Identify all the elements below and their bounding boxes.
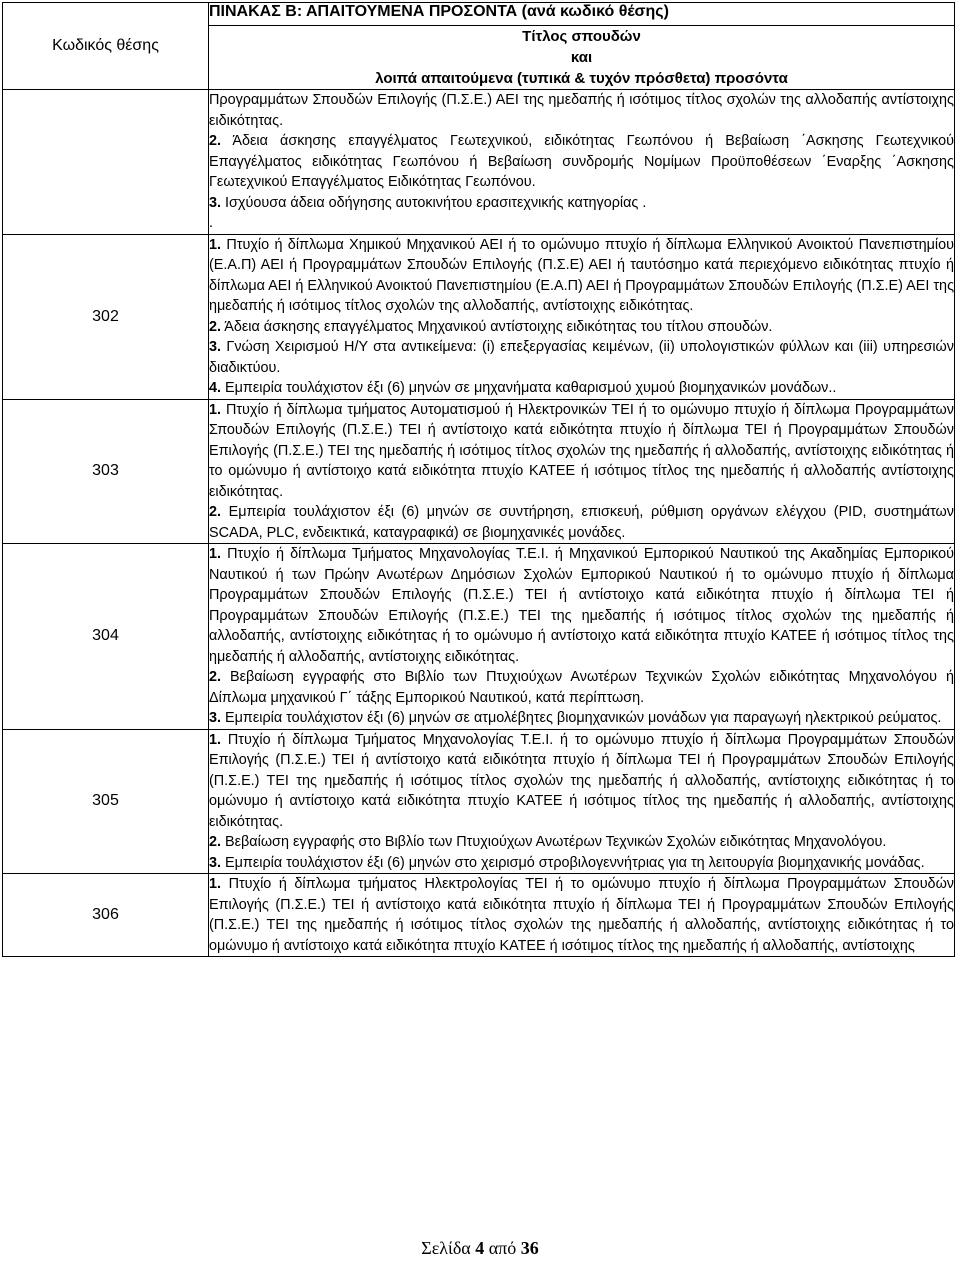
qualifications-cell [209,544,955,730]
table-row [3,90,955,235]
table-title: ΠΙΝΑΚΑΣ Β: ΑΠΑΙΤΟΥΜΕΝΑ ΠΡΟΣΟΝΤΑ (ανά κωδικό θέσης) [209,3,955,26]
item-text: Πτυχίο ή δίπλωμα Τμήματος Μηχανολογίας Τ.Ε.Ι. ή Μηχανικού Εμπορικού Ναυτικού της Ακαδημίας Εμπορικού Ναυτικού ή των Πρώην Ανωτέρων Δημόσιων Σχολών Εμπορικού Ναυτικού ή το ομώνυμο πτυχίο ή δίπλωμα Προγραμμάτων Σπουδών Επιλογής (Π.Σ.Ε.) ΤΕΙ ή αντίστοιχο κατά ειδικότητα πτυχίο ή δίπλωμα ΤΕΙ ή Προγραμμάτων Σπουδών Επιλογής (Π.Σ.Ε.) ΤΕΙ της ημεδαπής ή ισότιμος τίτλος σχολών της ημεδαπής ή αλλοδαπής, αντίστοιχης ειδικότητας ή το ομώνυμο ή αντίστοιχο κατά ειδικότητα πτυχίο ΚΑΤΕΕ ή ισότιμος τίτλος της ημεδαπής ή αλλοδαπής, αντίστοιχης ειδικότητας. [209,546,954,665]
item-text: Πτυχίο ή δίπλωμα Χημικού Μηχανικού ΑΕΙ ή το ομώνυμο πτυχίο ή δίπλωμα Ελληνικού Ανοικτού Πανεπιστημίου (Ε.Α.Π) ΑΕΙ ή Προγραμμάτων Σπουδών Επιλογής (Π.Σ.Ε) ΑΕΙ ή ταυτόσημο κατά περιεχόμενο ειδικότητας πτυχίο ή δίπλωμα ΑΕΙ ή Ελληνικού Ανοικτού Πανεπιστημίου (Ε.Α.Π) ΑΕΙ ή Προγραμμάτων Σπουδών Επιλογής (Π.Σ.Ε) ΑΕΙ της ημεδαπής ή ισότιμος τίτλος σχολών της αλλοδαπής, αντίστοιχης ειδικότητας. [209,236,954,314]
position-code: 305 [3,729,209,874]
item-number: 1. [209,731,222,748]
requirements-table [2,2,955,957]
item-number: 1. [209,876,222,892]
col-code-header: Κωδικός θέσης [3,3,209,90]
qualification-item [209,502,954,543]
item-number: 3. [209,710,222,726]
item-text: Προγραμμάτων Σπουδών Επιλογής (Π.Σ.Ε.) ΑΕΙ της ημεδαπής ή ισότιμος τίτλος σχολών της αλλοδαπής αντίστοιχης ειδικότητας. [209,92,954,129]
qualification-item [209,213,954,234]
qualification-item [209,400,954,503]
position-code [3,90,209,235]
qualification-item [209,193,954,214]
table-row [3,234,955,399]
item-text: Ισχύουσα άδεια οδήγησης αυτοκινήτου ερασιτεχνικής κατηγορίας . [221,194,647,211]
item-number: 2. [209,318,222,335]
qualification-item [209,832,954,853]
item-number: 1. [209,401,222,418]
qualification-item [209,131,954,193]
qualification-item [209,317,954,338]
qualification-item [209,708,954,729]
footer-page-number: 4 [475,1238,485,1258]
item-text: Άδεια άσκησης επαγγέλματος Μηχανικού αντίστοιχης ειδικότητας του τίτλου σπουδών. [221,318,773,335]
qualifications-cell [209,399,955,544]
position-code: 304 [3,544,209,730]
item-text: Βεβαίωση εγγραφής στο Βιβλίο των Πτυχιούχων Ανωτέρων Τεχνικών Σχολών ειδικότητας Μηχανολόγου. [221,834,887,850]
item-text: Εμπειρία τουλάχιστον έξι (6) μηνών σε ατμολέβητες βιομηχανικών μονάδων για παραγωγή ηλεκτρικού ρεύματος. [221,710,942,726]
qualifications-cell [209,729,955,874]
page-footer [0,1238,960,1259]
item-number: 1. [209,546,222,562]
item-text: . [209,215,213,231]
table-row [3,874,955,957]
table-row [3,399,955,544]
qualification-item [209,337,954,378]
item-text: Εμπειρία τουλάχιστον έξι (6) μηνών σε μηχανήματα καθαρισμού χυμού βιομηχανικών μονάδων.. [221,380,837,396]
footer-middle: από [484,1238,521,1258]
item-number: 2. [209,834,222,850]
item-text: Πτυχίο ή δίπλωμα τμήματος Αυτοματισμού ή Ηλεκτρονικών ΤΕΙ ή το ομώνυμο πτυχίο ή δίπλωμα Προγραμμάτων Σπουδών Επιλογής (Π.Σ.Ε.) ΤΕΙ ή αντίστοιχο κατά ειδικότητα πτυχίο ή δίπλωμα ΤΕΙ ή Προγραμμάτων Σπουδών Επιλογής (Π.Σ.Ε.) ΤΕΙ της ημεδαπής ή ισότιμος τίτλος σχολών της ημεδαπής ή αλλοδαπής, αντίστοιχης ειδικότητας ή το ομώνυμο ή αντίστοιχο κατά ειδικότητα πτυχίο ΚΑΤΕΕ ή ισότιμος τίτλος της ημεδαπής ή αλλοδαπής αντίστοιχης ειδικότητας. [209,401,954,500]
position-code: 306 [3,874,209,957]
position-code: 303 [3,399,209,544]
item-number: 1. [209,236,222,253]
qualification-item [209,667,954,708]
item-number: 3. [209,194,222,211]
item-number: 2. [209,504,222,520]
footer-total-pages: 36 [520,1238,539,1258]
table-row [3,729,955,874]
header-line-1: Τίτλος σπουδών [522,28,641,45]
item-number: 3. [209,854,222,871]
item-number: 3. [209,339,222,355]
position-code: 302 [3,234,209,399]
item-text: Εμπειρία τουλάχιστον έξι (6) μηνών στο χειρισμό στροβιλογεννήτριας για τη λειτουργία βιομηχανικής μονάδας. [221,854,925,871]
item-text: Πτυχίο ή δίπλωμα Τμήματος Μηχανολογίας Τ.Ε.Ι. ή το ομώνυμο πτυχίο ή δίπλωμα Προγραμμάτων Σπουδών Επιλογής (Π.Σ.Ε.) ΤΕΙ ή αντίστοιχο κατά ειδικότητα πτυχίο ή δίπλωμα ΤΕΙ ή Προγραμμάτων Σπουδών Επιλογής (Π.Σ.Ε.) ΤΕΙ της ημεδαπής ή ισότιμος τίτλος σχολών της ημεδαπής ή αλλοδαπής, αντίστοιχης ειδικότητας ή το ομώνυμο ή αντίστοιχο κατά ειδικότητα πτυχίο ΚΑΤΕΕ ή ισότιμος τίτλος της ημεδαπής ή αλλοδαπής, αντίστοιχης ειδικότητας. [209,731,954,830]
item-number: 2. [209,133,222,149]
item-text: Γνώση Χειρισμού Η/Υ στα αντικείμενα: (i) επεξεργασίας κειμένων, (ii) υπολογιστικών φύλλων και (iii) υπηρεσιών διαδικτύου. [209,339,954,376]
item-number: 4. [209,380,222,396]
qualifications-cell [209,234,955,399]
qualifications-cell [209,874,955,957]
table-body [3,90,955,957]
qualification-item [209,90,954,131]
qualification-item [209,235,954,317]
item-number: 2. [209,669,222,685]
item-text: Πτυχίο ή δίπλωμα τμήματος Ηλεκτρολογίας ΤΕΙ ή το ομώνυμο πτυχίο ή δίπλωμα Προγραμμάτων Σπουδών Επιλογής (Π.Σ.Ε.) ΤΕΙ ή αντίστοιχο κατά ειδικότητα πτυχίο ή δίπλωμα ΤΕΙ ή Προγραμμάτων Σπουδών Επιλογής (Π.Σ.Ε.) ΤΕΙ της ημεδαπής ή ισότιμος τίτλος σχολών της ημεδαπής ή αλλοδαπής, αντίστοιχης ειδικότητας ή το ομώνυμο ή αντίστοιχο κατά ειδικότητα πτυχίο ΚΑΤΕΕ ή ισότιμος τίτλος της ημεδαπής ή αλλοδαπής, αντίστοιχης [209,876,954,954]
qualification-item [209,730,954,833]
col-qualifications-header [209,26,955,90]
qualification-item [209,853,954,874]
footer-prefix: Σελίδα [421,1238,476,1258]
qualifications-cell [209,90,955,235]
item-text: Εμπειρία τουλάχιστον έξι (6) μηνών σε συντήρηση, επισκευή, ρύθμιση οργάνων ελέγχου (PID, συστημάτων SCADA, PLC, ενδεικτικά, καταγραφικά) σε βιομηχανικές μονάδες. [209,504,954,541]
table-row [3,544,955,730]
item-text: Άδεια άσκησης επαγγέλματος Γεωτεχνικού, ειδικότητας Γεωπόνου ή Βεβαίωση ΄Ασκησης Γεωτεχνικού Επαγγέλματος ειδικότητας Γεωπόνου ή Βεβαίωση συνδρομής Νομίμων Προϋποθέσεων ΄Εναρξης ΄Ασκησης Γεωτεχνικού Επαγγέλματος Ειδικότητας Γεωπόνου. [209,133,954,190]
header-line-2: και [570,49,593,66]
table-header-row [3,3,955,26]
header-line-3: λοιπά απαιτούμενα (τυπικά & τυχόν πρόσθετα) προσόντα [375,70,788,87]
item-text: Βεβαίωση εγγραφής στο Βιβλίο των Πτυχιούχων Ανωτέρων Τεχνικών Σχολών ειδικότητας Μηχανολόγου ή Δίπλωμα μηχανικού Γ΄ τάξης Εμπορικού Ναυτικού, κατά περίπτωση. [209,669,954,706]
qualification-item [209,378,954,399]
qualification-item [209,544,954,667]
qualification-item [209,874,954,956]
